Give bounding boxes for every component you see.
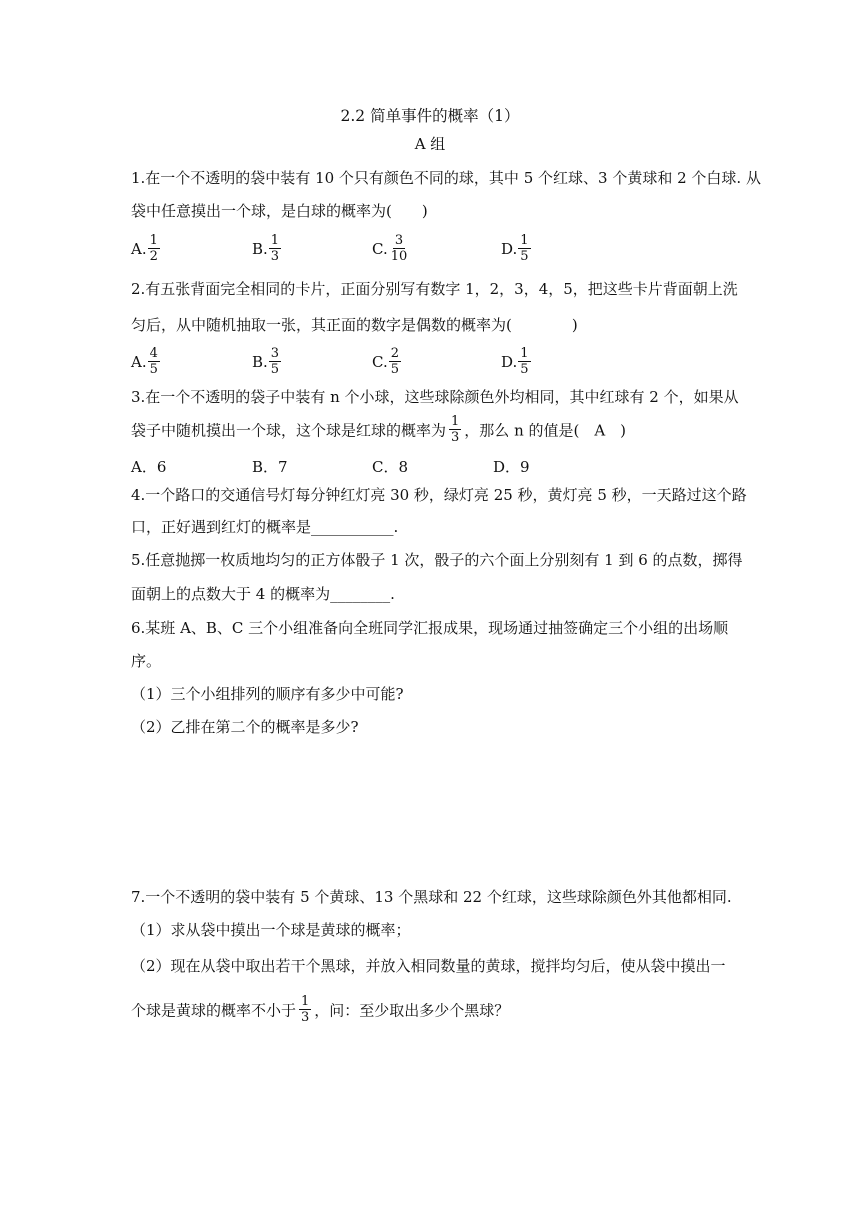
q1-options bbox=[131, 233, 731, 269]
q3-option-d[interactable]: D．9 bbox=[493, 458, 530, 476]
option-letter: D. bbox=[501, 352, 518, 371]
q5-line-2: 面朝上的点数大于 4 的概率为________. bbox=[131, 585, 395, 603]
option-letter: C. bbox=[372, 239, 388, 258]
q2-option-c[interactable] bbox=[372, 346, 401, 377]
q3-fraction bbox=[449, 414, 461, 445]
fraction-numerator: 1 bbox=[301, 994, 310, 1009]
q6-line-1: 6.某班 A、B、C 三个小组准备向全班同学汇报成果，现场通过抽签确定三个小组的出场顺 bbox=[131, 619, 729, 637]
q6-line-2: 序。 bbox=[131, 652, 162, 670]
option-fraction bbox=[148, 346, 160, 377]
option-fraction bbox=[518, 346, 530, 377]
option-letter: D. bbox=[501, 239, 518, 258]
q1-option-c[interactable] bbox=[372, 233, 409, 264]
option-fraction bbox=[389, 233, 410, 264]
q3-text-after: ，那么 n 的值是( A ) bbox=[464, 421, 627, 440]
fraction-denominator: 5 bbox=[520, 249, 529, 264]
fraction-denominator: 5 bbox=[149, 362, 158, 377]
q2-line-1: 2.有五张背面完全相同的卡片，正面分别写有数字 1，2，3，4，5，把这些卡片背面朝上洗 bbox=[131, 280, 738, 298]
fraction-numerator: 3 bbox=[270, 346, 280, 361]
option-letter: A. bbox=[131, 352, 147, 371]
q3-line-1: 3.在一个不透明的袋子中装有 n 个小球，这些球除颜色外均相同，其中红球有 2 个，如果从 bbox=[131, 388, 739, 406]
option-letter: A. bbox=[131, 239, 147, 258]
fraction-numerator: 1 bbox=[149, 233, 158, 248]
q1-option-a[interactable] bbox=[131, 233, 160, 264]
fraction-denominator: 2 bbox=[149, 249, 158, 264]
fraction-numerator: 1 bbox=[520, 346, 529, 361]
q3-option-b[interactable]: B．7 bbox=[252, 458, 288, 476]
q3-option-a[interactable]: A．6 bbox=[131, 458, 167, 476]
fraction-denominator: 5 bbox=[390, 362, 399, 377]
q7-text-before: 个球是黄球的概率不小于 bbox=[131, 1001, 297, 1020]
option-letter: C. bbox=[372, 352, 388, 371]
q2-option-b[interactable] bbox=[252, 346, 281, 377]
fraction-numerator: 2 bbox=[390, 346, 399, 361]
q7-line-1: 7.一个不透明的袋中装有 5 个黄球、13 个黑球和 22 个红球，这些球除颜色外其他都相同. bbox=[131, 888, 732, 906]
q7-sub-1: （1）求从袋中摸出一个球是黄球的概率； bbox=[131, 921, 411, 939]
fraction-numerator: 1 bbox=[451, 414, 460, 429]
fraction-numerator: 1 bbox=[520, 233, 529, 248]
q2-options bbox=[131, 346, 731, 382]
q3-options bbox=[131, 456, 731, 478]
option-fraction bbox=[269, 233, 281, 264]
q1-line-1: 1.在一个不透明的袋中装有 10 个只有颜色不同的球，其中 5 个红球、3 个黄球和 2 个白球. 从 bbox=[131, 169, 761, 187]
fraction-numerator: 4 bbox=[149, 346, 158, 361]
worksheet-title: 2.2 简单事件的概率（1） bbox=[340, 107, 520, 125]
option-fraction bbox=[518, 233, 530, 264]
option-fraction bbox=[148, 233, 160, 264]
fraction-denominator: 5 bbox=[520, 362, 529, 377]
fraction-numerator: 1 bbox=[270, 233, 280, 248]
q7-line-4 bbox=[131, 996, 509, 1027]
fraction-denominator: 3 bbox=[451, 430, 460, 445]
option-letter: B. bbox=[252, 352, 268, 371]
q2-line-2: 匀后，从中随机抽取一张，其正面的数字是偶数的概率为( ) bbox=[131, 316, 578, 334]
q6-sub-1: （1）三个小组排列的顺序有多少中可能? bbox=[131, 685, 404, 703]
q7-text-after: ，问：至少取出多少个黑球？ bbox=[314, 1001, 510, 1020]
q7-fraction bbox=[299, 994, 311, 1025]
fraction-denominator: 3 bbox=[301, 1010, 310, 1025]
q2-option-a[interactable] bbox=[131, 346, 160, 377]
fraction-denominator: 5 bbox=[270, 362, 280, 377]
q1-option-b[interactable] bbox=[252, 233, 281, 264]
q5-line-1: 5.任意抛掷一枚质地均匀的正方体骰子 1 次，骰子的六个面上分别刻有 1 到 6 的点数，掷得 bbox=[131, 551, 743, 569]
q2-option-d[interactable] bbox=[501, 346, 531, 377]
q7-sub-2: （2）现在从袋中取出若干个黑球，并放入相同数量的黄球，搅拌均匀后，使从袋中摸出一 bbox=[131, 957, 726, 975]
fraction-numerator: 3 bbox=[394, 233, 404, 248]
option-fraction bbox=[389, 346, 401, 377]
q1-line-2: 袋中任意摸出一个球，是白球的概率为( ) bbox=[131, 202, 428, 220]
q1-option-d[interactable] bbox=[501, 233, 531, 264]
option-fraction bbox=[269, 346, 281, 377]
option-letter: B. bbox=[252, 239, 268, 258]
group-label: A 组 bbox=[414, 135, 446, 153]
q4-line-2: 口，正好遇到红灯的概率是___________. bbox=[131, 518, 399, 536]
fraction-denominator: 3 bbox=[270, 249, 280, 264]
q3-text-before: 袋子中随机摸出一个球，这个球是红球的概率为 bbox=[131, 421, 447, 440]
q3-option-c[interactable]: C．8 bbox=[372, 458, 409, 476]
q3-line-2 bbox=[131, 416, 626, 447]
q6-sub-2: （2）乙排在第二个的概率是多少? bbox=[131, 718, 359, 736]
q4-line-1: 4.一个路口的交通信号灯每分钟红灯亮 30 秒，绿灯亮 25 秒，黄灯亮 5 秒，一天路过这个路 bbox=[131, 486, 747, 504]
fraction-denominator: 10 bbox=[390, 249, 408, 264]
